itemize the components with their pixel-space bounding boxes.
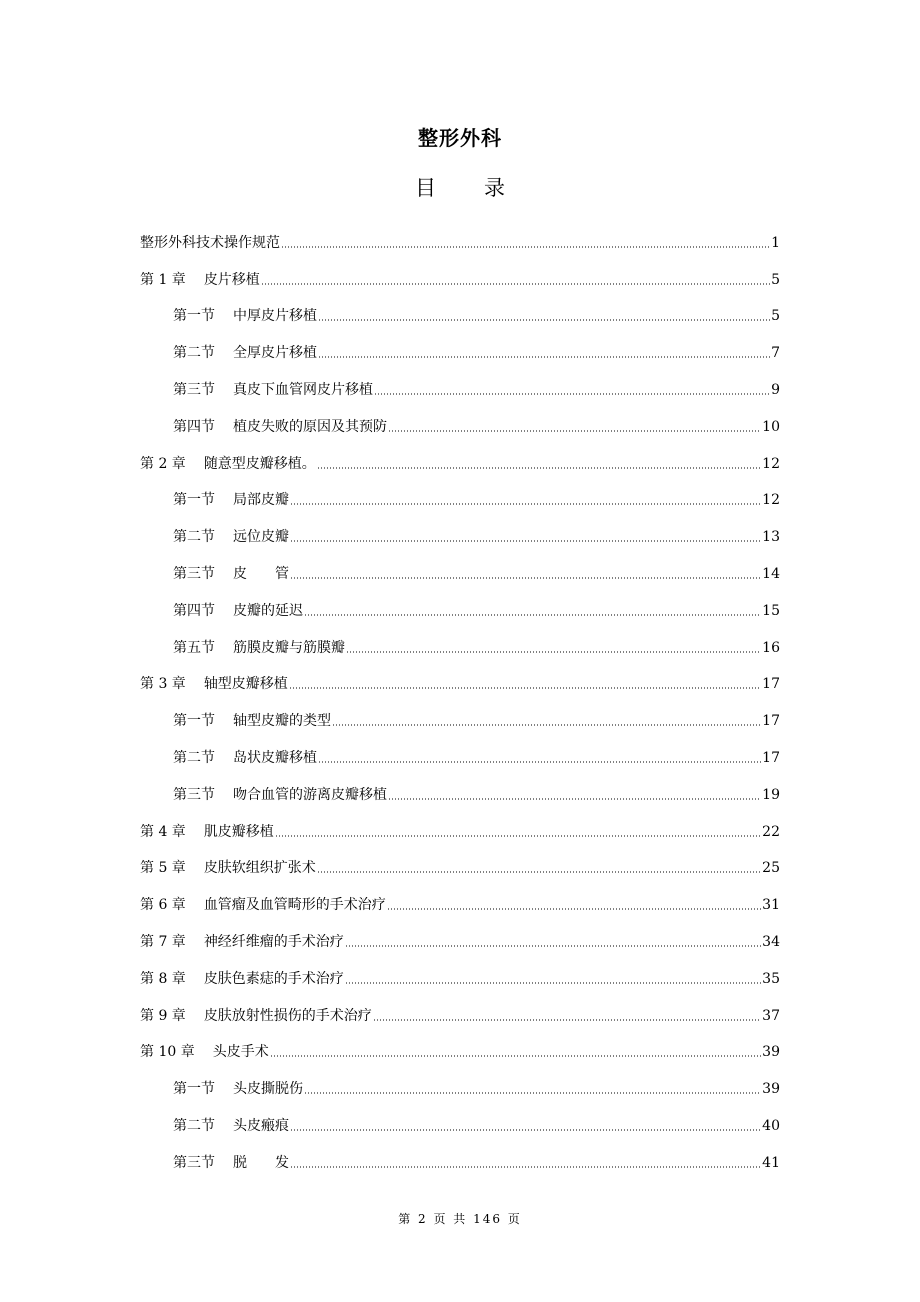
toc-entry-page-number: 1 bbox=[771, 234, 780, 251]
toc-entry-number: 第一节 bbox=[173, 308, 215, 325]
toc-entry-label: 全厚皮片移植 bbox=[233, 345, 317, 362]
toc-entry-page-number: 16 bbox=[762, 639, 780, 656]
toc-dot-leader bbox=[345, 982, 761, 984]
toc-dot-leader bbox=[281, 246, 770, 248]
toc-entry-chapter[interactable] bbox=[140, 840, 780, 877]
toc-dot-leader bbox=[304, 614, 761, 616]
toc-entry-section[interactable] bbox=[140, 1134, 780, 1171]
table-of-contents bbox=[140, 214, 780, 1171]
toc-entry-label: 植皮失败的原因及其预防 bbox=[233, 418, 387, 435]
toc-entry-page-number: 19 bbox=[762, 786, 780, 803]
toc-entry-section[interactable] bbox=[140, 508, 780, 545]
toc-entry-section[interactable] bbox=[140, 472, 780, 509]
toc-entry-number: 第二节 bbox=[173, 1117, 215, 1134]
toc-entry-page-number: 25 bbox=[762, 860, 780, 877]
toc-entry-label: 皮 管 bbox=[233, 565, 289, 582]
toc-entry-chapter[interactable] bbox=[140, 950, 780, 987]
toc-dot-leader bbox=[290, 577, 761, 579]
page-footer: 第 2 页 共 146 页 bbox=[398, 1212, 522, 1226]
toc-entry-label: 岛状皮瓣移植 bbox=[233, 749, 317, 766]
toc-entry-label: 整形外科技术操作规范 bbox=[140, 234, 280, 251]
toc-entry-page-number: 7 bbox=[771, 345, 780, 362]
toc-dot-leader bbox=[374, 393, 770, 395]
toc-entry-top[interactable] bbox=[140, 214, 780, 251]
toc-entry-chapter[interactable] bbox=[140, 1024, 780, 1061]
toc-entry-label: 轴型皮瓣移植 bbox=[203, 676, 288, 693]
toc-entry-page-number: 41 bbox=[762, 1154, 780, 1171]
toc-entry-page-number: 15 bbox=[762, 602, 780, 619]
toc-entry-section[interactable] bbox=[140, 545, 780, 582]
toc-entry-page-number: 22 bbox=[762, 823, 780, 840]
toc-entry-label: 头皮手术 bbox=[212, 1044, 269, 1061]
toc-entry-number: 第 6 章 bbox=[140, 897, 186, 914]
toc-entry-number: 第三节 bbox=[173, 786, 215, 803]
toc-entry-page-number: 17 bbox=[762, 676, 780, 693]
toc-entry-label: 轴型皮瓣的类型 bbox=[233, 713, 331, 730]
toc-entry-number: 第 10 章 bbox=[140, 1044, 195, 1061]
toc-entry-label: 皮肤软组织扩张术 bbox=[203, 860, 316, 877]
toc-entry-chapter[interactable] bbox=[140, 913, 780, 950]
toc-entry-label: 脱 发 bbox=[233, 1154, 289, 1171]
toc-heading-char-2: 录 bbox=[484, 176, 505, 200]
toc-entry-number: 第四节 bbox=[173, 602, 215, 619]
toc-entry-number: 第 3 章 bbox=[140, 676, 186, 693]
toc-dot-leader bbox=[388, 430, 761, 432]
toc-entry-label: 吻合血管的游离皮瓣移植 bbox=[233, 786, 387, 803]
toc-dot-leader bbox=[373, 1019, 761, 1021]
toc-entry-page-number: 5 bbox=[771, 308, 780, 325]
toc-entry-number: 第三节 bbox=[173, 1154, 215, 1171]
toc-dot-leader bbox=[318, 761, 761, 763]
toc-entry-chapter[interactable] bbox=[140, 435, 780, 472]
toc-entry-number: 第二节 bbox=[173, 345, 215, 362]
toc-dot-leader bbox=[289, 687, 761, 689]
toc-entry-number: 第一节 bbox=[173, 1081, 215, 1098]
toc-dot-leader bbox=[317, 467, 761, 469]
toc-entry-chapter[interactable] bbox=[140, 876, 780, 913]
toc-dot-leader bbox=[345, 945, 761, 947]
toc-dot-leader bbox=[290, 1129, 761, 1131]
toc-entry-chapter[interactable] bbox=[140, 251, 780, 288]
toc-dot-leader bbox=[304, 1092, 761, 1094]
toc-dot-leader bbox=[261, 283, 770, 285]
toc-entry-label: 远位皮瓣 bbox=[233, 529, 289, 546]
toc-entry-section[interactable] bbox=[140, 582, 780, 619]
toc-dot-leader bbox=[270, 1055, 761, 1057]
toc-heading-char-1: 目 bbox=[415, 176, 436, 200]
toc-entry-page-number: 13 bbox=[762, 529, 780, 546]
toc-entry-label: 皮片移植 bbox=[203, 271, 260, 288]
toc-entry-label: 筋膜皮瓣与筋膜瓣 bbox=[233, 639, 345, 656]
toc-entry-label: 皮肤放射性损伤的手术治疗 bbox=[203, 1007, 372, 1024]
toc-entry-chapter[interactable] bbox=[140, 656, 780, 693]
toc-entry-section[interactable] bbox=[140, 288, 780, 325]
toc-dot-leader bbox=[332, 724, 761, 726]
toc-entry-number: 第 2 章 bbox=[140, 455, 186, 472]
toc-entry-label: 中厚皮片移植 bbox=[233, 308, 317, 325]
document-title: 整形外科 bbox=[418, 126, 502, 150]
toc-entry-number: 第一节 bbox=[173, 713, 215, 730]
toc-entry-number: 第 5 章 bbox=[140, 860, 186, 877]
toc-entry-number: 第二节 bbox=[173, 529, 215, 546]
toc-entry-label: 头皮瘢痕 bbox=[233, 1117, 289, 1134]
toc-entry-page-number: 12 bbox=[762, 455, 780, 472]
toc-entry-page-number: 17 bbox=[762, 749, 780, 766]
toc-entry-page-number: 39 bbox=[762, 1044, 780, 1061]
toc-entry-page-number: 17 bbox=[762, 713, 780, 730]
toc-entry-number: 第二节 bbox=[173, 749, 215, 766]
toc-dot-leader bbox=[317, 871, 761, 873]
toc-entry-number: 第 7 章 bbox=[140, 933, 186, 950]
toc-entry-section[interactable] bbox=[140, 1097, 780, 1134]
toc-entry-page-number: 9 bbox=[771, 381, 780, 398]
toc-entry-section[interactable] bbox=[140, 398, 780, 435]
toc-entry-number: 第 1 章 bbox=[140, 271, 186, 288]
toc-entry-number: 第五节 bbox=[173, 639, 215, 656]
toc-entry-label: 肌皮瓣移植 bbox=[203, 823, 274, 840]
toc-entry-chapter[interactable] bbox=[140, 987, 780, 1024]
toc-dot-leader bbox=[290, 503, 761, 505]
toc-entry-number: 第四节 bbox=[173, 418, 215, 435]
toc-entry-page-number: 31 bbox=[762, 897, 780, 914]
toc-entry-number: 第三节 bbox=[173, 565, 215, 582]
toc-entry-page-number: 10 bbox=[762, 418, 780, 435]
toc-entry-section[interactable] bbox=[140, 692, 780, 729]
toc-dot-leader bbox=[388, 798, 761, 800]
toc-entry-section[interactable] bbox=[140, 1060, 780, 1097]
toc-entry-number: 第 9 章 bbox=[140, 1007, 186, 1024]
toc-entry-label: 局部皮瓣 bbox=[233, 492, 289, 509]
toc-dot-leader bbox=[318, 319, 770, 321]
toc-entry-number: 第 8 章 bbox=[140, 970, 186, 987]
toc-heading bbox=[0, 172, 920, 202]
toc-entry-label: 皮瓣的延迟 bbox=[233, 602, 303, 619]
toc-entry-section[interactable] bbox=[140, 729, 780, 766]
toc-dot-leader bbox=[346, 651, 761, 653]
toc-entry-label: 真皮下血管网皮片移植 bbox=[233, 381, 373, 398]
toc-entry-page-number: 34 bbox=[762, 933, 780, 950]
toc-entry-page-number: 40 bbox=[762, 1117, 780, 1134]
toc-entry-label: 头皮撕脱伤 bbox=[233, 1081, 303, 1098]
toc-entry-section[interactable] bbox=[140, 361, 780, 398]
toc-entry-label: 血管瘤及血管畸形的手术治疗 bbox=[203, 897, 386, 914]
toc-dot-leader bbox=[275, 835, 761, 837]
toc-dot-leader bbox=[290, 1166, 761, 1168]
toc-entry-section[interactable] bbox=[140, 324, 780, 361]
toc-entry-page-number: 5 bbox=[771, 271, 780, 288]
toc-entry-number: 第一节 bbox=[173, 492, 215, 509]
toc-entry-chapter[interactable] bbox=[140, 803, 780, 840]
toc-dot-leader bbox=[290, 540, 761, 542]
toc-entry-section[interactable] bbox=[140, 766, 780, 803]
toc-entry-page-number: 39 bbox=[762, 1081, 780, 1098]
toc-entry-label: 神经纤维瘤的手术治疗 bbox=[203, 933, 344, 950]
toc-entry-label: 皮肤色素痣的手术治疗 bbox=[203, 970, 344, 987]
toc-entry-page-number: 12 bbox=[762, 492, 780, 509]
toc-entry-section[interactable] bbox=[140, 619, 780, 656]
toc-entry-page-number: 35 bbox=[762, 970, 780, 987]
toc-entry-number: 第 4 章 bbox=[140, 823, 186, 840]
toc-dot-leader bbox=[387, 908, 761, 910]
toc-entry-number: 第三节 bbox=[173, 381, 215, 398]
toc-entry-page-number: 14 bbox=[762, 565, 780, 582]
toc-entry-page-number: 37 bbox=[762, 1007, 780, 1024]
toc-dot-leader bbox=[318, 356, 770, 358]
toc-entry-label: 随意型皮瓣移植。 bbox=[203, 455, 316, 472]
